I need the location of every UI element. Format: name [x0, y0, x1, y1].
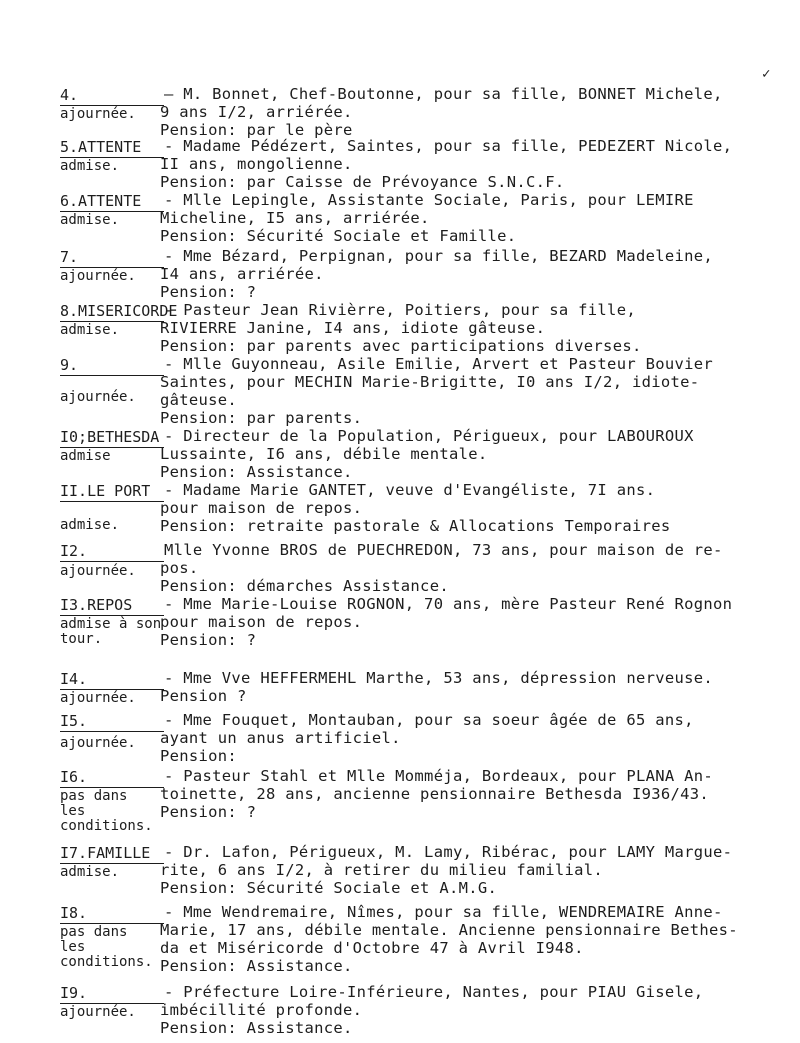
entry-line: Pension: Assistance. [160, 957, 353, 975]
entry-line: rite, 6 ans I/2, à retirer du milieu familial. [160, 861, 604, 879]
entry-status: admise [60, 448, 111, 464]
entry-number: I7.FAMILLE [60, 844, 164, 864]
page-mark: ✓ [762, 66, 771, 82]
entry-status: ajournée. [60, 563, 136, 579]
entry-line: Pension: ? [160, 283, 257, 301]
entry-number: I9. [60, 984, 164, 1004]
entry-line: Marie, 17 ans, débile mentale. Ancienne pensionnaire Bethes- [160, 921, 738, 939]
entry-status: admise à son tour. [60, 616, 162, 647]
entry-line: Pension: par Caisse de Prévoyance S.N.C.F. [160, 173, 565, 191]
entry-line: RIVIERRE Janine, I4 ans, idiote gâteuse. [160, 319, 546, 337]
entry-status: admise. [60, 158, 120, 174]
entry-status: ajournée. [60, 268, 136, 284]
entry-number: 5.ATTENTE [60, 138, 164, 158]
entry-line: – M. Bonnet, Chef-Boutonne, pour sa fille, BONNET Michele, [164, 85, 723, 103]
entry-number: I5. [60, 712, 164, 732]
entry-status: pas dans les conditions. [60, 788, 153, 834]
entry-status: admise. [60, 517, 120, 533]
entry-line: - Pasteur Stahl et Mlle Momméja, Bordeaux, pour PLANA An- [164, 767, 714, 785]
entry-line: gâteuse. [160, 391, 238, 409]
entry-line: Pension ? [160, 687, 247, 705]
entry-status: ajournée. [60, 1004, 136, 1020]
entry-line: - Madame Pédézert, Saintes, pour sa fille, PEDEZERT Nicole, [164, 137, 733, 155]
entry-line: Pension: retraite pastorale & Allocations Temporaires [160, 517, 671, 535]
entry-line: - Mme Vve HEFFERMEHL Marthe, 53 ans, dépression nerveuse. [164, 669, 714, 687]
entry-number: I6. [60, 768, 164, 788]
entry-line: Pension: Assistance. [160, 463, 353, 481]
entry-line: imbécillité profonde. [160, 1001, 363, 1019]
entry-line: da et Miséricorde d'Octobre 47 à Avril I948. [160, 939, 584, 957]
entry-line: pour maison de repos. [160, 613, 363, 631]
entry-line: - Mme Bézard, Perpignan, pour sa fille, BEZARD Madeleine, [164, 247, 714, 265]
entry-line: - Madame Marie GANTET, veuve d'Evangéliste, 7I ans. [164, 481, 656, 499]
entry-number: 9. [60, 356, 164, 376]
entry-line: Pension: Assistance. [160, 1019, 353, 1037]
entry-line: - Mme Marie-Louise ROGNON, 70 ans, mère Pasteur René Rognon [164, 595, 733, 613]
entry-line: Pension: par parents avec participations diverses. [160, 337, 642, 355]
entry-status: ajournée. [60, 735, 136, 751]
entry-line: Saintes, pour MECHIN Marie-Brigitte, I0 ans I/2, idiote- [160, 373, 700, 391]
entry-line: - Mme Fouquet, Montauban, pour sa soeur âgée de 65 ans, [164, 711, 694, 729]
entry-number: 8.MISERICORDE [60, 302, 178, 320]
entry-line: Micheline, I5 ans, arriérée. [160, 209, 430, 227]
entry-line: Pension: par le père [160, 121, 353, 139]
entry-line: pour maison de repos. [160, 499, 363, 517]
entry-line: - Mme Wendremaire, Nîmes, pour sa fille, WENDREMAIRE Anne- [164, 903, 723, 921]
entry-number: 6.ATTENTE [60, 192, 164, 212]
entry-line: - Mlle Lepingle, Assistante Sociale, Paris, pour LEMIRE [164, 191, 694, 209]
entry-number: I0;BETHESDA [60, 428, 164, 448]
entry-line: - Dr. Lafon, Périgueux, M. Lamy, Ribérac, pour LAMY Margue- [164, 843, 733, 861]
entry-line: Pension: Sécurité Sociale et Famille. [160, 227, 517, 245]
entry-line: Pension: [160, 747, 238, 765]
entry-line: toinette, 28 ans, ancienne pensionnaire Bethesda I936/43. [160, 785, 710, 803]
entry-line: - Mlle Guyonneau, Asile Emilie, Arvert et Pasteur Bouvier [164, 355, 714, 373]
entry-status: admise. [60, 322, 120, 338]
entry-line: Lussainte, I6 ans, débile mentale. [160, 445, 488, 463]
entry-line: Pension: ? [160, 631, 257, 649]
entry-status: pas dans les conditions. [60, 924, 153, 970]
entry-number: I2. [60, 542, 164, 562]
entry-number: I8. [60, 904, 164, 924]
entry-line: pos. [160, 559, 199, 577]
entry-number: 7. [60, 248, 164, 268]
entry-number: II.LE PORT [60, 482, 164, 502]
entry-number: 4. [60, 86, 164, 106]
entry-line: I4 ans, arriérée. [160, 265, 324, 283]
entry-line: Pension: démarches Assistance. [160, 577, 449, 595]
entry-status: admise. [60, 864, 120, 880]
entry-line: Mlle Yvonne BROS de PUECHREDON, 73 ans, pour maison de re- [164, 541, 723, 559]
entry-line: - Pasteur Jean Rivièrre, Poitiers, pour sa fille, [164, 301, 636, 319]
entry-line: - Préfecture Loire-Inférieure, Nantes, pour PIAU Gisele, [164, 983, 704, 1001]
entry-line: Pension: ? [160, 803, 257, 821]
entry-status: ajournée. [60, 389, 136, 405]
entry-line: Pension: Sécurité Sociale et A.M.G. [160, 879, 498, 897]
entry-line: ayant un anus artificiel. [160, 729, 401, 747]
entry-number: I3.REPOS [60, 596, 164, 616]
entry-number: I4. [60, 670, 164, 690]
entry-line: II ans, mongolienne. [160, 155, 353, 173]
entry-status: ajournée. [60, 106, 136, 122]
entry-line: - Directeur de la Population, Périgueux, pour LABOUROUX [164, 427, 694, 445]
entry-status: ajournée. [60, 690, 136, 706]
entry-line: 9 ans I/2, arriérée. [160, 103, 353, 121]
entry-line: Pension: par parents. [160, 409, 363, 427]
entry-status: admise. [60, 212, 120, 228]
